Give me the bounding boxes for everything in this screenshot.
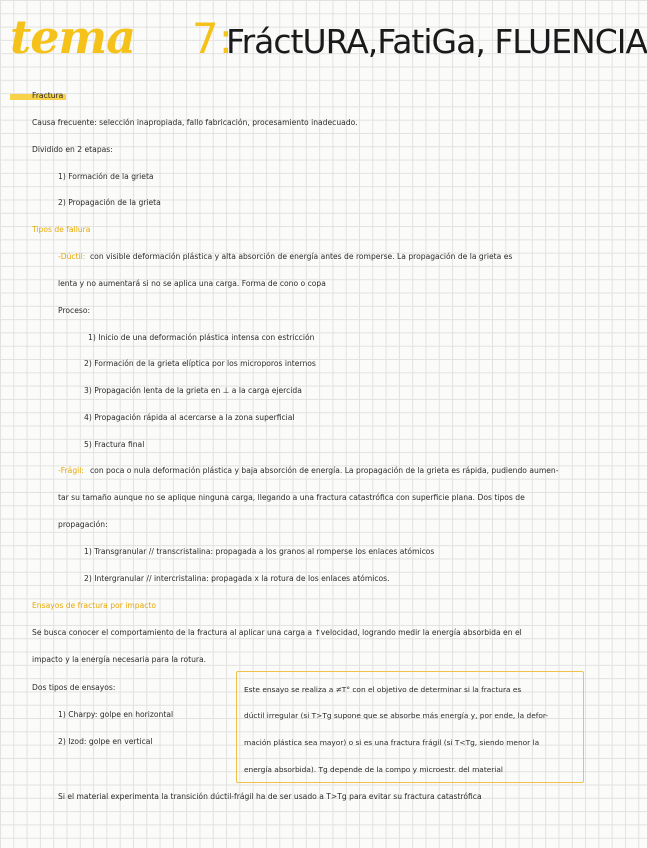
list-item-paso3: 3) Propagación lenta de la grieta en ⊥ a la carga ejercida (84, 386, 302, 395)
list-item-paso2: 2) Formación de la grieta elíptica por los microporos internos (84, 359, 316, 368)
list-item-izod: 2) Izod: golpe en vertical (58, 737, 153, 746)
text-dividido: Dividido en 2 etapas: (32, 145, 113, 154)
section-heading-fractura: Fractura (32, 91, 64, 100)
section-heading-ensayos: Ensayos de fractura por impacto (32, 601, 157, 610)
text-ductil-1: con visible deformación plástica y alta absorción de energía antes de romperse. La propagación de la grieta es (90, 252, 513, 261)
label-ductil: -Dúctil: (58, 252, 86, 261)
note-line-2: dúctil irregular (si T>Tg supone que se absorbe más energía y, por ende, la defor- (244, 711, 549, 720)
note-line-3: mación plástica sea mayor) o si es una fractura frágil (si T<Tg, siendo menor la (244, 738, 540, 747)
list-item-paso1: 1) Inicio de una deformación plástica intensa con estricción (88, 333, 315, 342)
list-item-prop1: 1) Transgranular // transcristalina: propagada a los granos al romperse los enlaces atómicos (84, 547, 435, 556)
text-dos-tipos: Dos tipos de ensayos: (32, 683, 116, 692)
text-causa: Causa frecuente: selección inapropiada, fallo fabricación, procesamiento inadecuado. (32, 118, 358, 127)
list-item-charpy: 1) Charpy: golpe en horizontal (58, 710, 174, 719)
text-fragil-3: propagación: (58, 520, 108, 529)
text-fragil-1: con poca o nula deformación plástica y baja absorción de energía. La propagación de la grieta es rápida, pudiendo aumen- (90, 466, 559, 475)
list-item-prop2: 2) Intergranular // intercristalina: propagada x la rotura de los enlaces atómicos. (84, 574, 390, 583)
label-fragil: -Frágil: (58, 466, 84, 475)
title-tema: tema (10, 10, 135, 64)
list-item-etapa1: 1) Formación de la grieta (58, 172, 154, 181)
list-item-paso4: 4) Propagación rápida al acercarse a la zona superficial (84, 413, 295, 422)
list-item-paso5: 5) Fractura final (84, 440, 145, 449)
text-ensayo-1: Se busca conocer el comportamiento de la fractura al aplicar una carga a ↑velocidad, logrando medir la energía absorbida en el (32, 628, 522, 637)
section-heading-tipos: Tipos de fallura (32, 225, 91, 234)
list-item-etapa2: 2) Propagación de la grieta (58, 198, 161, 207)
text-proceso: Proceso: (58, 306, 91, 315)
text-conclusion: Si el material experimenta la transición dúctil-frágil ha de ser usado a T>Tg para evitar su fractura catastrófica (58, 792, 482, 801)
note-line-1: Este ensayo se realiza a ≠T° con el objetivo de determinar si la fractura es (244, 685, 522, 694)
text-ensayo-2: impacto y la energía necesaria para la rotura. (32, 655, 207, 664)
page-title: FráctURA,FatiGa, FLUENCIA (226, 22, 647, 61)
text-fragil-2: tar su tamaño aunque no se aplique ninguna carga, llegando a una fractura catastrófica con superficie plana. Dos tipos de (58, 493, 525, 502)
title-number: 7: (192, 14, 233, 63)
note-line-4: energía absorbida). Tg depende de la compo y microestr. del material (244, 765, 503, 774)
text-ductil-2: lenta y no aumentará si no se aplica una carga. Forma de cono o copa (58, 279, 326, 288)
